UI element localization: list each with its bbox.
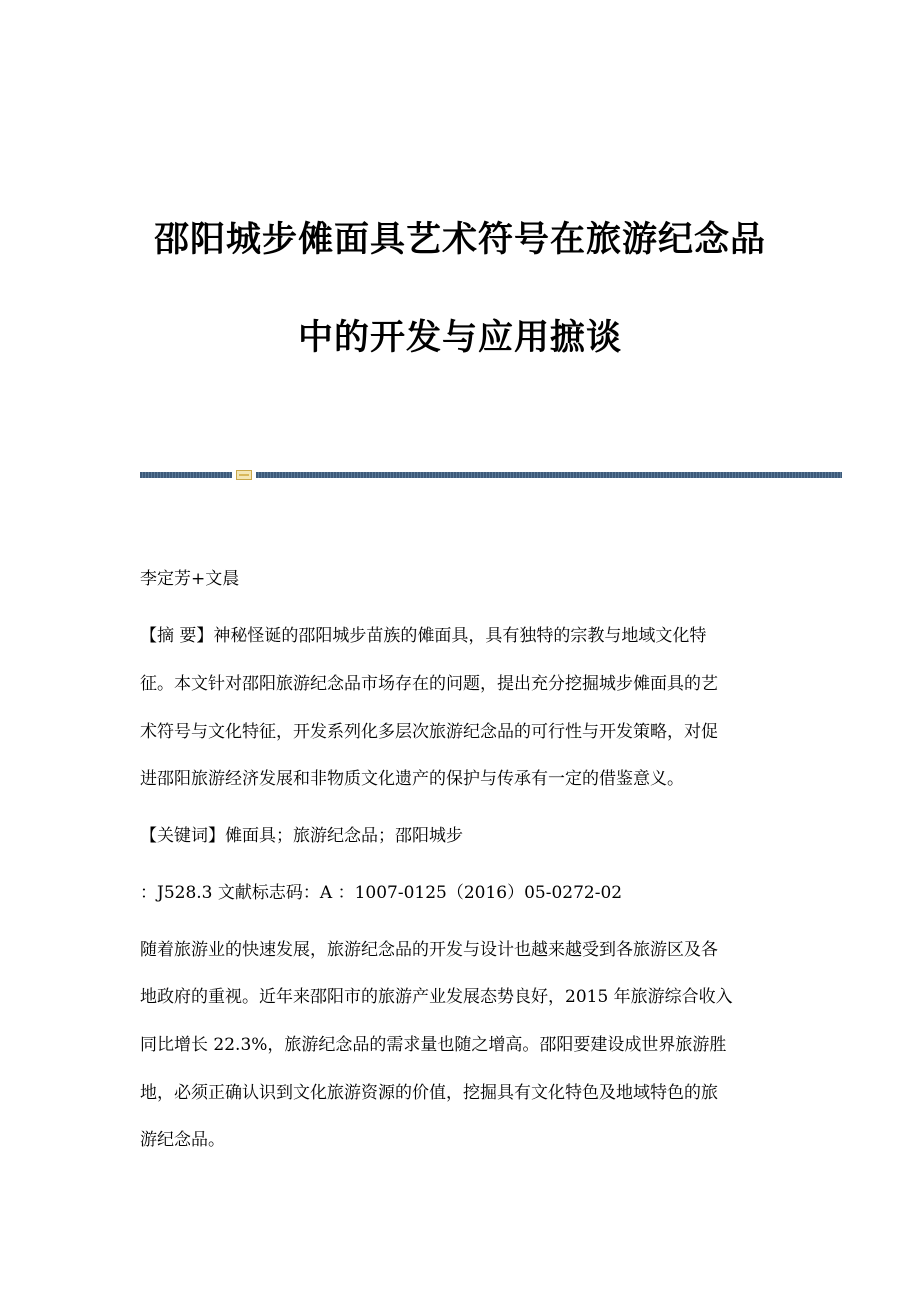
body-line-3: 同比增长 22.3%，旅游纪念品的需求量也随之增高。邵阳要建设成世界旅游胜 <box>140 1035 727 1055</box>
paper-title-line-1: 邵阳城步傩面具艺术符号在旅游纪念品 <box>153 220 766 260</box>
body-line-2: 地政府的重视。近年来邵阳市的旅游产业发展态势良好，2015 年旅游综合收入 <box>140 987 733 1007</box>
abstract-line-3: 术符号与文化特征，开发系列化多层次旅游纪念品的可行性与开发策略，对促 <box>140 722 718 742</box>
ornament-icon <box>236 470 252 480</box>
abstract-line-4: 进邵阳旅游经济发展和非物质文化遗产的保护与传承有一定的借鉴意义。 <box>140 769 684 789</box>
divider-bar-left <box>140 472 232 478</box>
paper-title-line-2: 中的开发与应用摭谈 <box>297 318 622 358</box>
body-line-5: 游纪念品。 <box>140 1130 225 1150</box>
divider-bar-right <box>256 472 842 478</box>
classification-code: ：J528.3 文献标志码：A ：1007-0125（2016）05-0272-02 <box>140 883 623 903</box>
body-line-1: 随着旅游业的快速发展，旅游纪念品的开发与设计也越来越受到各旅游区及各 <box>140 940 718 960</box>
title-divider <box>140 470 842 480</box>
abstract-line-2: 征。本文针对邵阳旅游纪念品市场存在的问题，提出充分挖掘城步傩面具的艺 <box>140 674 718 694</box>
keywords: 【关键词】傩面具；旅游纪念品；邵阳城步 <box>140 826 463 846</box>
abstract-line-1: 【摘 要】神秘怪诞的邵阳城步苗族的傩面具，具有独特的宗教与地域文化特 <box>140 626 707 646</box>
body-line-4: 地，必须正确认识到文化旅游资源的价值，挖掘具有文化特色及地域特色的旅 <box>140 1083 718 1103</box>
authors: 李定芳+文晨 <box>140 569 240 589</box>
